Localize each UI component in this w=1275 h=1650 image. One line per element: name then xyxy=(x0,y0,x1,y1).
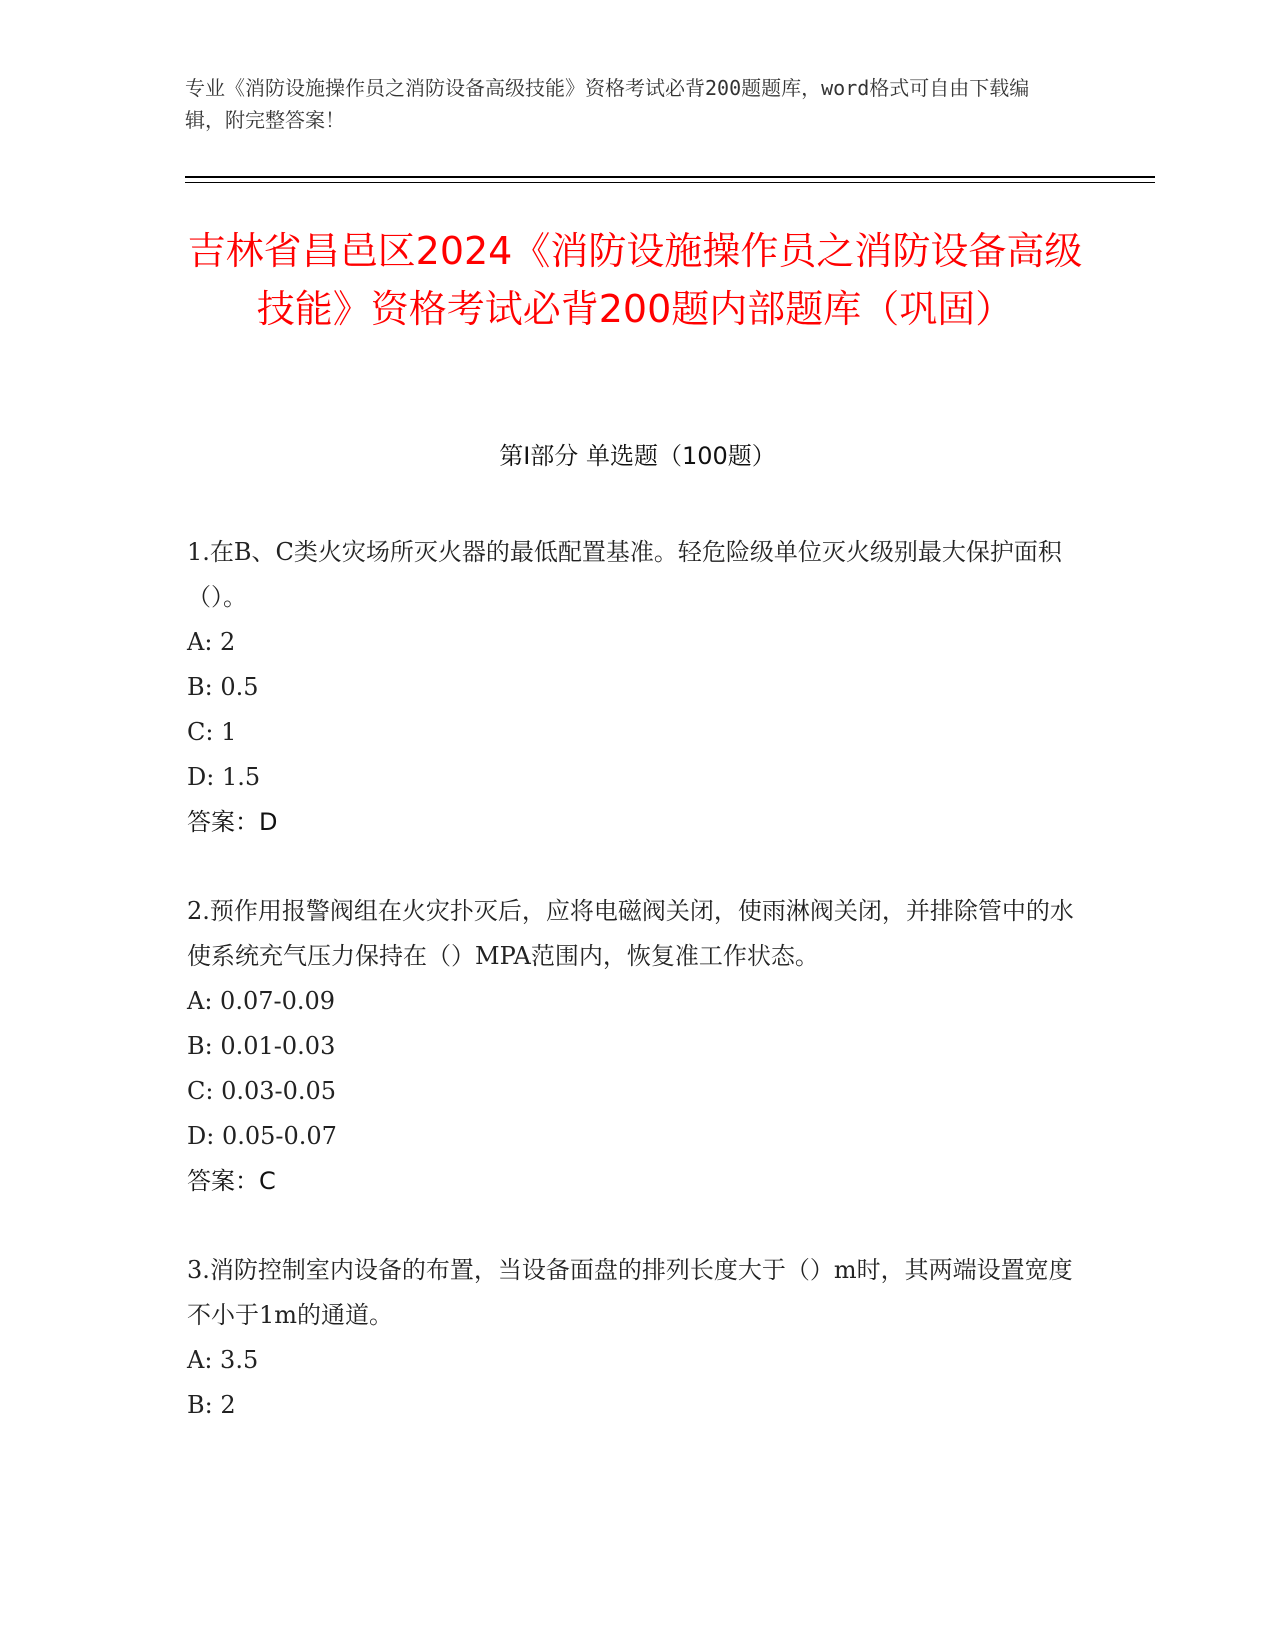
question-option: A: 0.07-0.09 xyxy=(187,987,336,1015)
header-rule-thick xyxy=(185,176,1155,178)
question-option: C: 0.03-0.05 xyxy=(187,1077,337,1105)
question-option: D: 1.5 xyxy=(187,763,261,791)
question-list xyxy=(187,530,1087,1472)
question-item xyxy=(187,889,1087,1204)
question-stem: 1.在B、C类火灾场所灭火器的最低配置基准。轻危险级单位灭火级别最大保护面积（）。 xyxy=(187,538,1062,611)
question-option: A: 2 xyxy=(187,628,236,656)
question-option: B: 2 xyxy=(187,1391,236,1419)
section-title: 第Ⅰ部分 单选题（100题） xyxy=(499,442,776,470)
question-option: B: 0.5 xyxy=(187,673,259,701)
question-item xyxy=(187,1248,1087,1428)
question-option: B: 0.01-0.03 xyxy=(187,1032,336,1060)
question-answer: 答案：D xyxy=(187,808,278,836)
question-item xyxy=(187,530,1087,845)
question-option: D: 0.05-0.07 xyxy=(187,1122,337,1150)
header-note: 专业《消防设施操作员之消防设备高级技能》资格考试必背200题题库，word格式可自由下载编辑，附完整答案！ xyxy=(185,76,1030,132)
question-option: A: 3.5 xyxy=(187,1346,259,1374)
question-stem: 3.消防控制室内设备的布置，当设备面盘的排列长度大于（）m时，其两端设置宽度不小于1m的通道。 xyxy=(187,1256,1073,1329)
document-title: 吉林省昌邑区2024《消防设施操作员之消防设备高级技能》资格考试必背200题内部题库（巩固） xyxy=(187,229,1083,331)
question-answer: 答案：C xyxy=(187,1167,276,1195)
question-option: C: 1 xyxy=(187,718,237,746)
question-stem: 2.预作用报警阀组在火灾扑灭后，应将电磁阀关闭，使雨淋阀关闭，并排除管中的水使系统充气压力保持在（）MPA范围内，恢复准工作状态。 xyxy=(187,897,1074,970)
header-rule-thin xyxy=(185,182,1155,183)
